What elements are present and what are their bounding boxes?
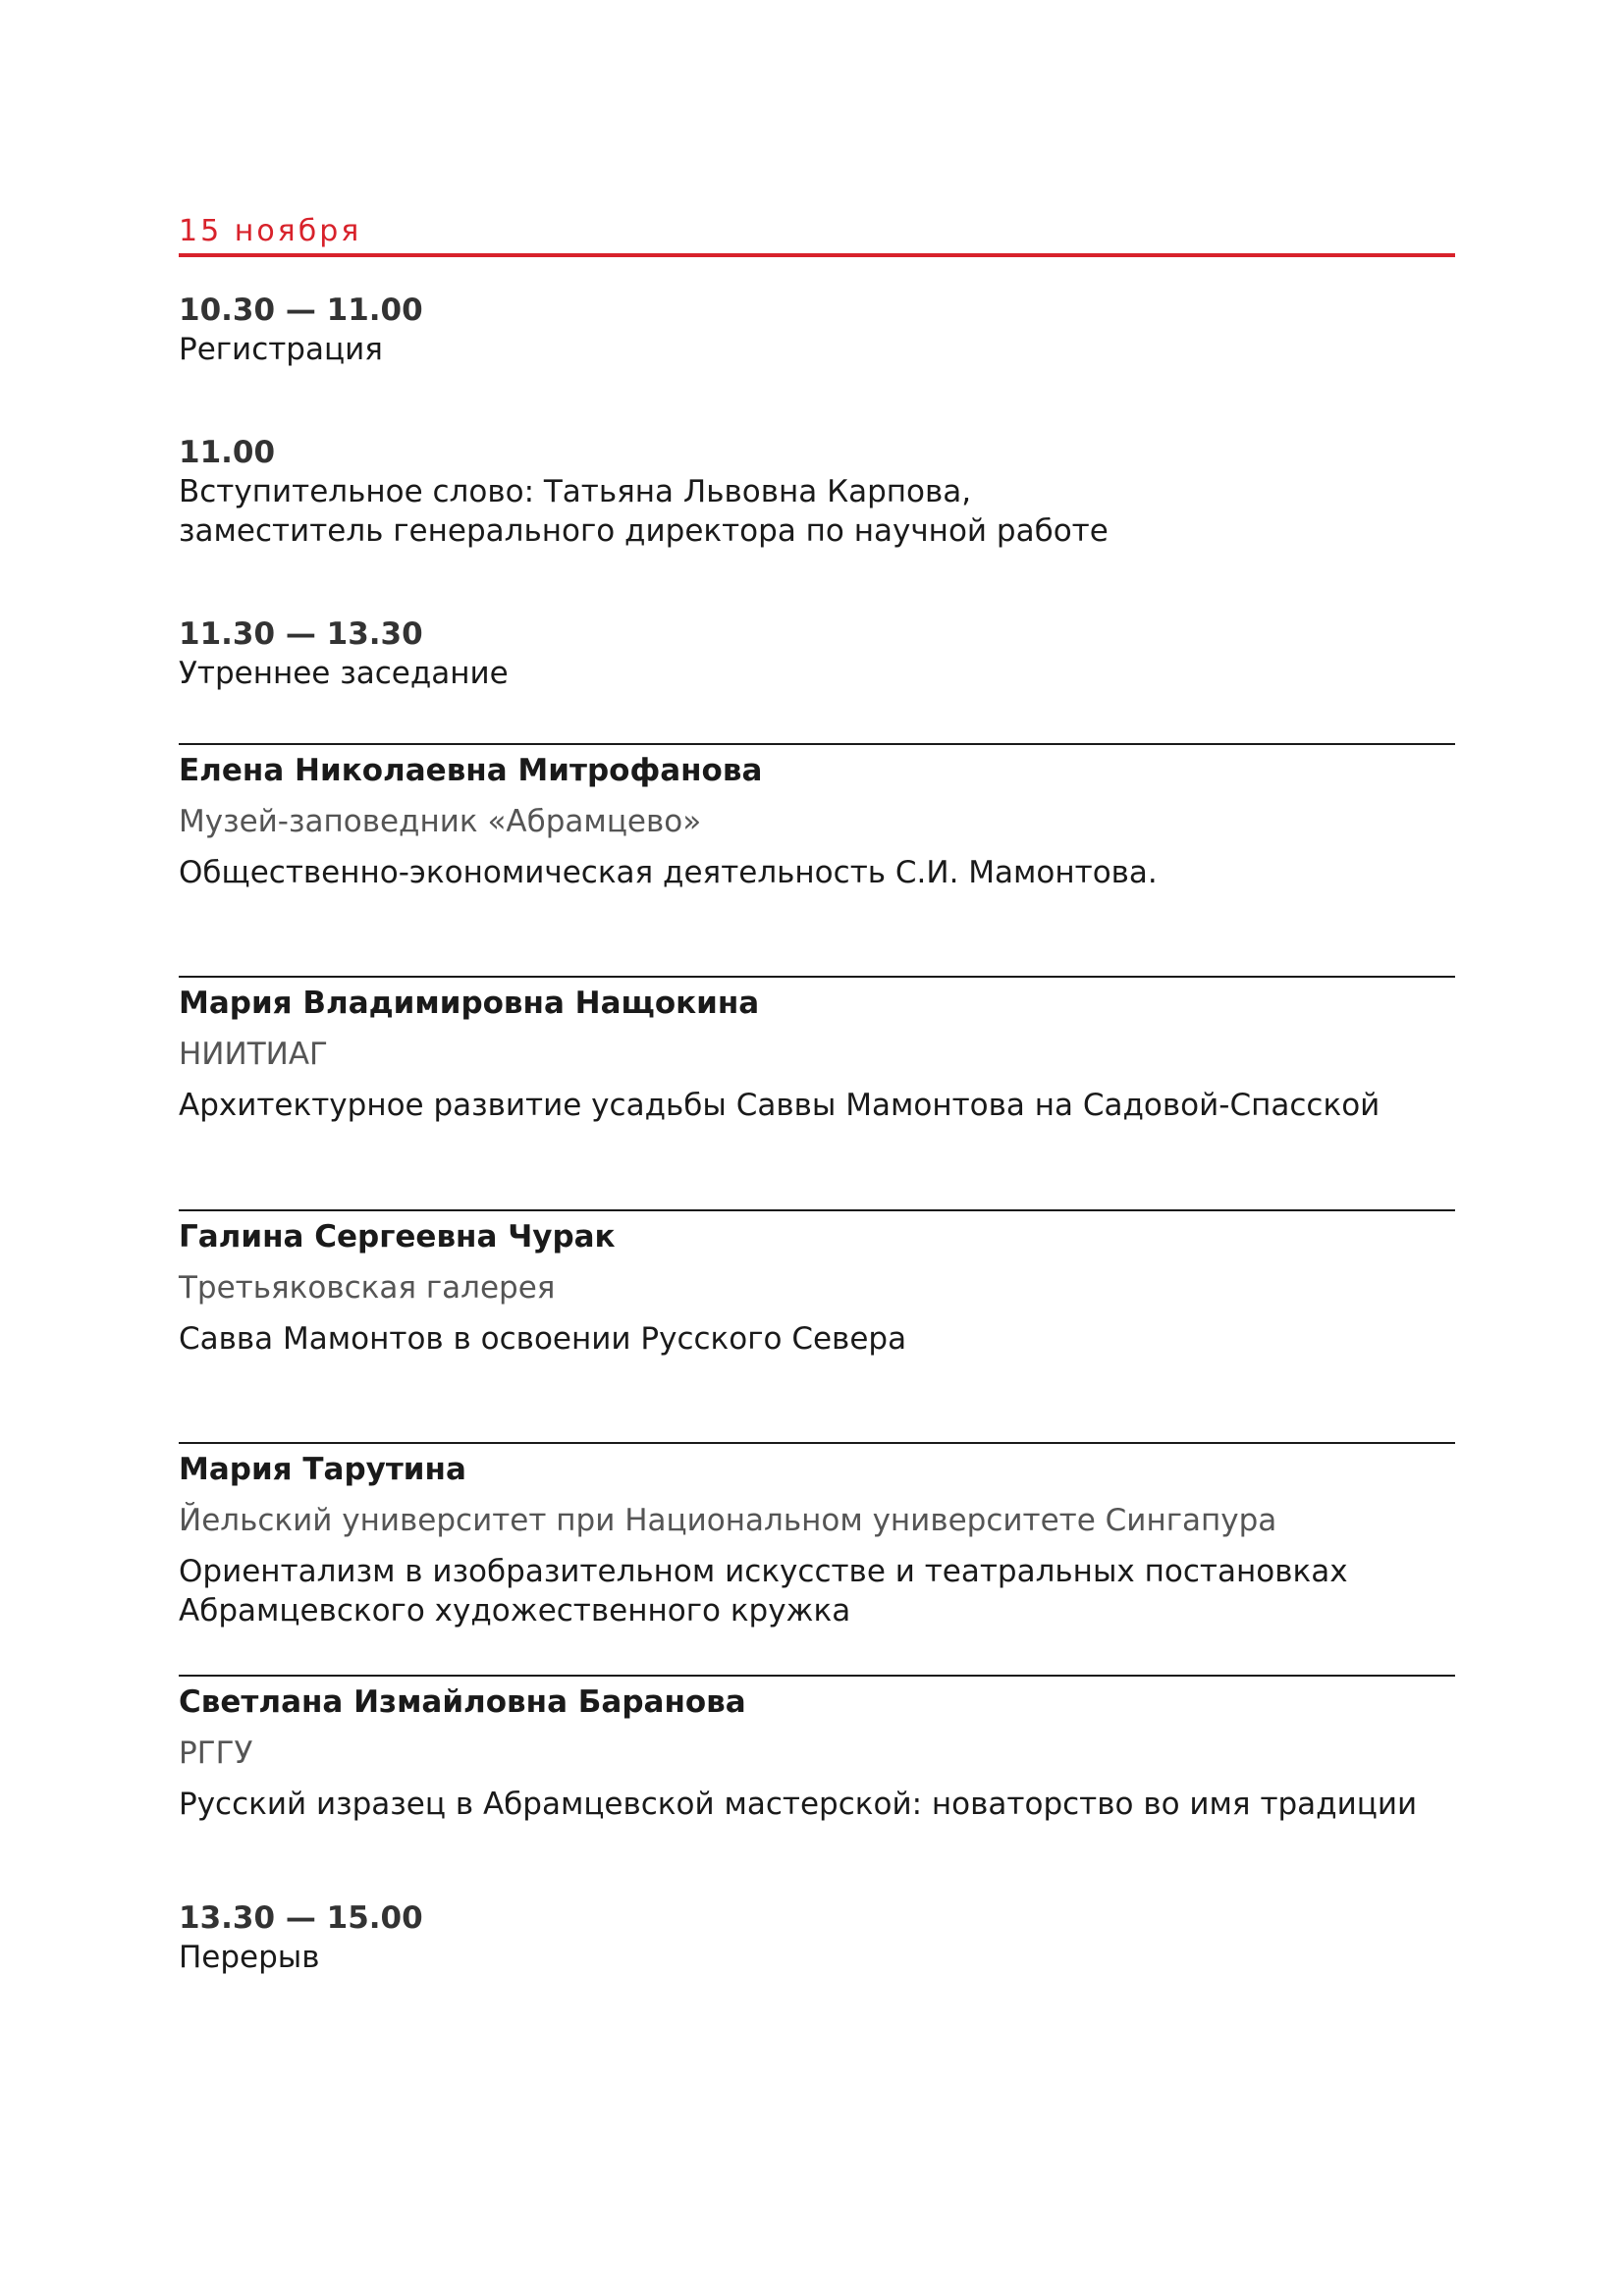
- speaker-name: Галина Сергеевна Чурак: [179, 1219, 616, 1255]
- speaker-topic: Абрамцевского художественного кружка: [179, 1593, 851, 1629]
- speaker-organization: РГГУ: [179, 1735, 253, 1771]
- speaker-item: [179, 1442, 1455, 1630]
- schedule-time: 11.30 — 13.30: [179, 616, 423, 652]
- schedule-item-morning-session: [179, 614, 1455, 693]
- speaker-topic: Общественно-экономическая деятельность С.И. Мамонтова.: [179, 855, 1158, 890]
- speaker-organization: Третьяковская галерея: [179, 1270, 556, 1306]
- speaker-topic: Савва Мамонтов в освоении Русского Севера: [179, 1321, 907, 1357]
- schedule-text: Перерыв: [179, 1940, 320, 1975]
- schedule-time: 10.30 — 11.00: [179, 293, 423, 328]
- schedule-text: Утреннее заседание: [179, 656, 509, 691]
- schedule-text: Вступительное слово: Татьяна Львовна Карпова,: [179, 474, 972, 509]
- speaker-item: [179, 743, 1455, 892]
- schedule-text: заместитель генерального директора по научной работе: [179, 513, 1109, 549]
- speaker-topic: Архитектурное развитие усадьбы Саввы Мамонтова на Садовой-Спасской: [179, 1088, 1380, 1123]
- speaker-name: Светлана Измайловна Баранова: [179, 1684, 746, 1720]
- schedule-time: 13.30 — 15.00: [179, 1900, 423, 1936]
- speaker-name: Мария Тарутина: [179, 1452, 466, 1487]
- speaker-organization: НИИТИАГ: [179, 1037, 328, 1072]
- schedule-item-break: [179, 1898, 1455, 1977]
- speaker-name: Елена Николаевна Митрофанова: [179, 753, 763, 788]
- schedule-item-opening: [179, 433, 1455, 551]
- speaker-topic: Ориентализм в изобразительном искусстве и театральных постановках: [179, 1554, 1348, 1589]
- speaker-item: [179, 1675, 1455, 1824]
- speaker-name: Мария Владимировна Нащокина: [179, 986, 760, 1021]
- speaker-item: [179, 1209, 1455, 1359]
- speaker-organization: Музей-заповедник «Абрамцево»: [179, 804, 702, 839]
- speaker-organization: Йельский университет при Национальном университете Сингапура: [179, 1503, 1277, 1538]
- speaker-topic: Русский изразец в Абрамцевской мастерской: новаторство во имя традиции: [179, 1787, 1418, 1822]
- schedule-text: Регистрация: [179, 332, 383, 367]
- date-header: [179, 210, 1455, 257]
- schedule-item-registration: [179, 291, 1455, 369]
- speaker-item: [179, 976, 1455, 1125]
- date-title: 15 ноября: [179, 214, 362, 248]
- schedule-time: 11.00: [179, 435, 276, 470]
